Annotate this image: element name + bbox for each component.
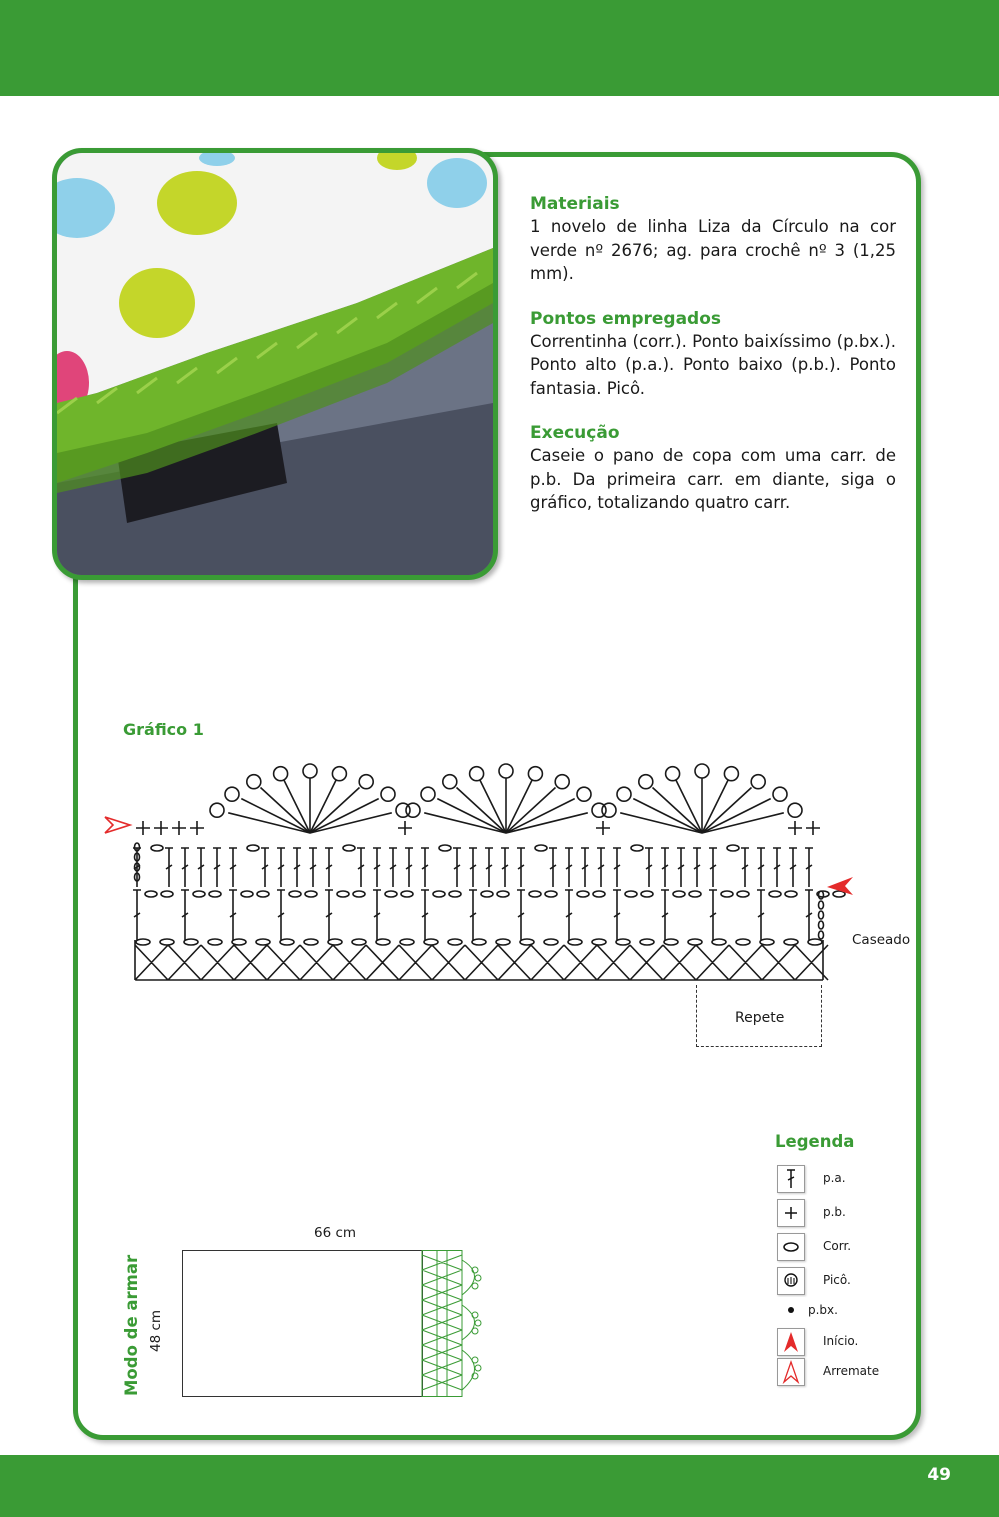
dot-symbol-icon bbox=[777, 1297, 805, 1325]
legend-title: Legenda bbox=[775, 1132, 855, 1151]
legend-item bbox=[777, 1199, 907, 1229]
chart-title: Gráfico 1 bbox=[123, 720, 204, 739]
shell-fans bbox=[210, 764, 802, 833]
product-photo bbox=[52, 148, 498, 580]
legend-item bbox=[777, 1233, 907, 1263]
picot-symbol-icon bbox=[777, 1267, 805, 1295]
start-arrow-icon bbox=[777, 1328, 805, 1356]
legend-label: Início. bbox=[823, 1334, 859, 1348]
top-header-bar bbox=[0, 0, 999, 96]
materials-text: 1 novelo de linha Liza da Círculo na cor verde nº 2676; ag. para crochê nº 3 (1,25 mm). bbox=[530, 217, 896, 283]
legend-item bbox=[777, 1165, 907, 1195]
execution-title: Execução bbox=[530, 423, 620, 443]
legend-item bbox=[777, 1297, 907, 1327]
legend-item bbox=[777, 1358, 907, 1388]
chain-row-base bbox=[136, 939, 822, 945]
legend-label: p.a. bbox=[823, 1171, 846, 1185]
legend-label: Arremate bbox=[823, 1364, 880, 1378]
stitches-title: Pontos empregados bbox=[530, 308, 722, 329]
chain-symbol-icon bbox=[777, 1233, 805, 1261]
instructions-column bbox=[530, 193, 896, 537]
treble-row-2 bbox=[133, 843, 824, 939]
repete-label: Repete bbox=[735, 1010, 785, 1026]
execution-text: Caseie o pano de copa com uma carr. de p.b. Da primeira carr. em diante, siga o gráfico, totalizando quatro carr. bbox=[530, 446, 896, 512]
green-edge-pattern bbox=[422, 1250, 481, 1397]
legend-item bbox=[777, 1328, 907, 1358]
end-arrow-icon bbox=[777, 1358, 805, 1386]
caseado-label: Caseado bbox=[852, 932, 911, 948]
legend-label: p.bx. bbox=[808, 1303, 838, 1317]
legend-label: Picô. bbox=[823, 1273, 851, 1287]
treble-row-1 bbox=[133, 890, 845, 940]
assembly-title: Modo de armar bbox=[122, 1254, 141, 1396]
single-crochet-marks bbox=[136, 821, 820, 835]
bottom-footer-bar bbox=[0, 1455, 999, 1517]
start-arrow-icon bbox=[105, 817, 130, 833]
stitches-text: Correntinha (corr.). Ponto baixíssimo (p.bx.). Ponto alto (p.a.). Ponto baixo (p.b.). Ponto fantasia. Picô. bbox=[530, 331, 896, 398]
legend-label: Corr. bbox=[823, 1239, 852, 1253]
width-dimension: 66 cm bbox=[314, 1225, 357, 1241]
legend-item bbox=[777, 1267, 907, 1297]
zigzag-base-row bbox=[135, 945, 828, 980]
materials-title: Materiais bbox=[530, 194, 620, 214]
page-number: 49 bbox=[927, 1465, 951, 1485]
legend-label: p.b. bbox=[823, 1205, 846, 1219]
assembly-diagram bbox=[182, 1250, 492, 1400]
plus-symbol-icon bbox=[777, 1199, 805, 1227]
height-dimension: 48 cm bbox=[148, 1309, 164, 1352]
treble-symbol-icon bbox=[777, 1165, 805, 1193]
end-arrow-icon bbox=[827, 877, 853, 895]
